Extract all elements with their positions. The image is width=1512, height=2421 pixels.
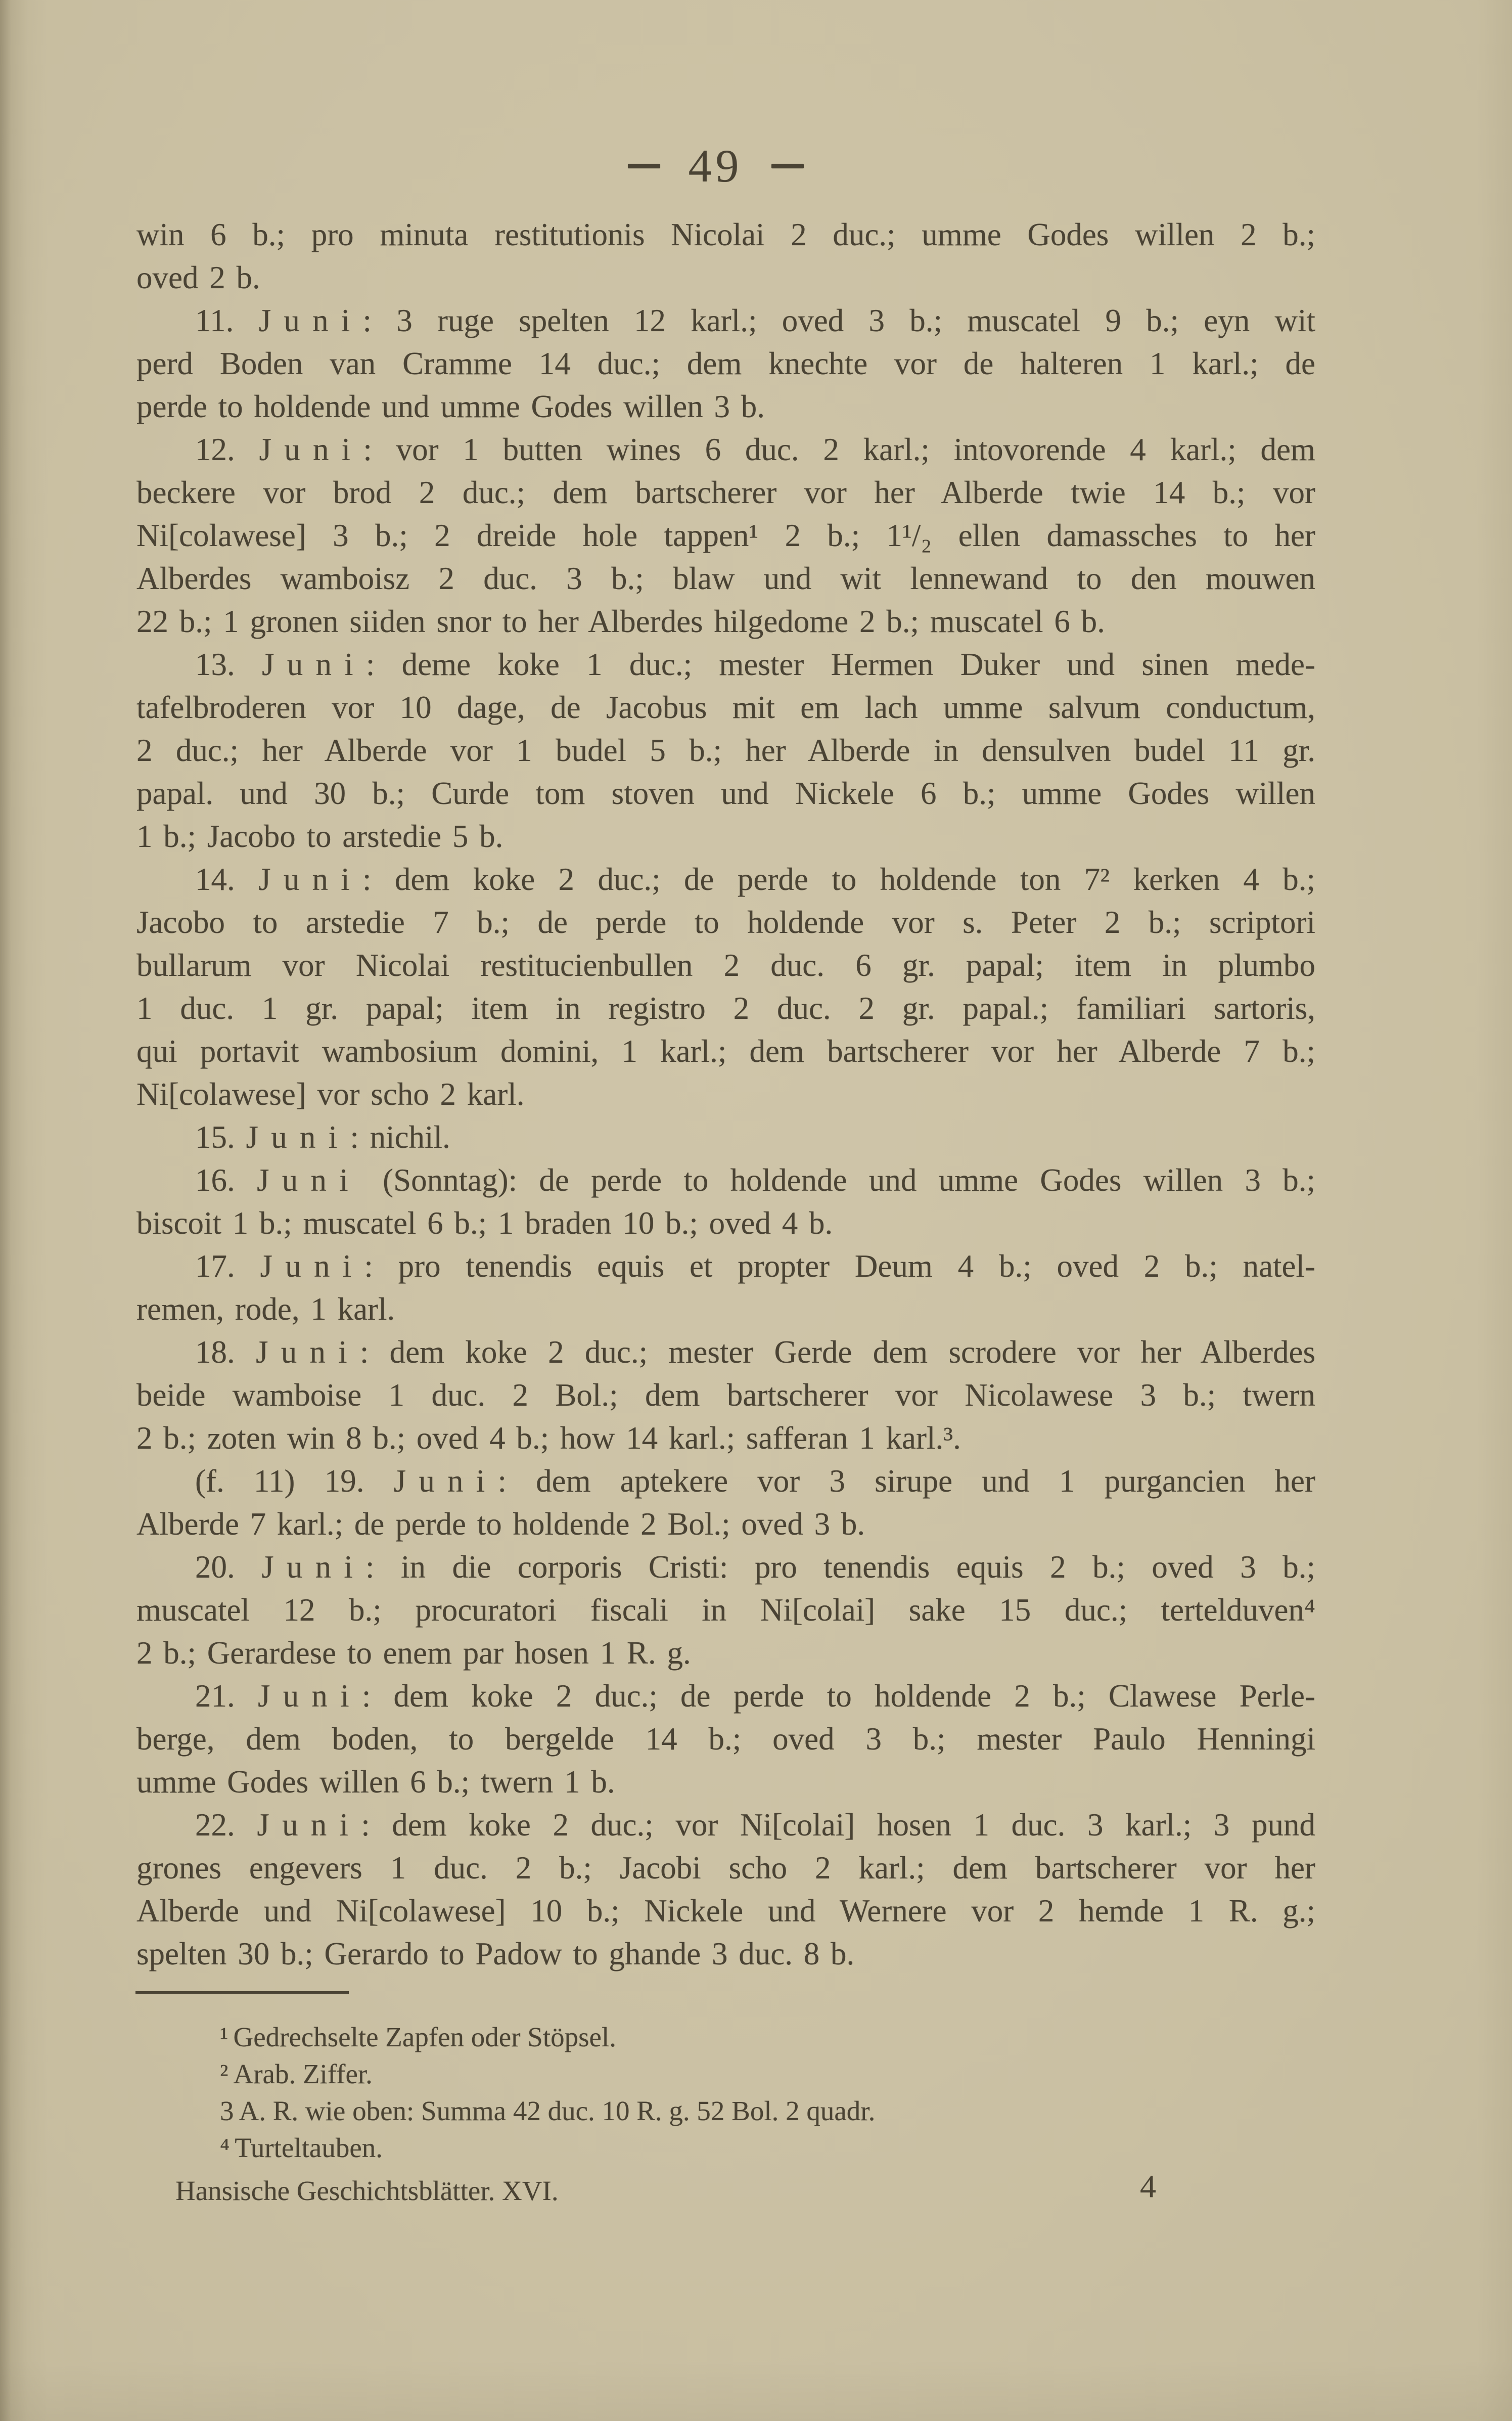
- text-line: Jacobo to arstedie 7 b.; de perde to holdende vor s. Peter 2 b.; scriptori: [136, 905, 1315, 940]
- text-line: perde to holdende und umme Godes willen 3 b.: [136, 389, 765, 424]
- text-line: umme Godes willen 6 b.; twern 1 b.: [136, 1764, 615, 1800]
- text-line: 22 b.; 1 gronen siiden snor to her Alberdes hilgedome 2 b.; muscatel 6 b.: [136, 604, 1105, 639]
- footnote-marker: ⁴: [220, 2132, 230, 2163]
- month-word: Juni: [393, 1463, 498, 1499]
- month-word: Juni: [262, 647, 366, 682]
- month-word: Juni: [259, 432, 363, 467]
- text-line: tafelbroderen vor 10 dage, de Jacobus mit em lach umme salvum conductum,: [136, 690, 1315, 725]
- text-line: grones engevers 1 duc. 2 b.; Jacobi scho 2 karl.; dem bartscherer vor her: [136, 1850, 1315, 1886]
- text-line: qui portavit wambosium domini, 1 karl.; dem bartscherer vor her Alberde 7 b.;: [136, 1034, 1315, 1069]
- text-line: win 6 b.; pro minuta restitutionis Nicolai 2 duc.; umme Godes willen 2 b.;: [136, 217, 1315, 252]
- text-line: 18. Juni: dem koke 2 duc.; mester Gerde dem scrodere vor her Alberdes: [195, 1334, 1315, 1370]
- journal-title: Hansische Geschichtsblätter. XVI.: [175, 2175, 559, 2206]
- text-line: (f. 11) 19. Juni: dem aptekere vor 3 sirupe und 1 purgancien her: [195, 1463, 1315, 1499]
- text-line: perd Boden van Cramme 14 duc.; dem knechte vor de halteren 1 karl.; de: [136, 346, 1315, 381]
- footnote-marker: 3: [220, 2095, 234, 2126]
- text-line: beide wamboise 1 duc. 2 Bol.; dem bartscherer vor Nicolawese 3 b.; twern: [136, 1377, 1315, 1413]
- header-dash-right-icon: [771, 164, 804, 168]
- text-line: 15. Juni: nichil.: [195, 1119, 450, 1155]
- text-line: 13. Juni: deme koke 1 duc.; mester Hermen Duker und sinen mede-: [195, 647, 1316, 682]
- text-line: bullarum vor Nicolai restitucienbullen 2 duc. 6 gr. papal; item in plumbo: [136, 948, 1315, 983]
- text-line: 20. Juni: in die corporis Cristi: pro tenendis equis 2 b.; oved 3 b.;: [195, 1549, 1315, 1585]
- footnote-line: ⁴ Turteltauben.: [220, 2132, 383, 2163]
- text-line: 2 b.; zoten win 8 b.; oved 4 b.; how 14 karl.; safferan 1 karl.³.: [136, 1420, 961, 1456]
- footnote-line: 3 A. R. wie oben: Summa 42 duc. 10 R. g. 52 Bol. 2 quadr.: [220, 2095, 876, 2126]
- text-line: Alberdes wamboisz 2 duc. 3 b.; blaw und wit lennewand to den mouwen: [136, 561, 1315, 596]
- text-line: remen, rode, 1 karl.: [136, 1291, 395, 1327]
- footnote-line: ² Arab. Ziffer.: [220, 2058, 373, 2089]
- footnote-marker: ¹: [220, 2022, 228, 2052]
- text-line: Alberde und Ni[colawese] 10 b.; Nickele und Wernere vor 2 hemde 1 R. g.;: [136, 1893, 1315, 1929]
- month-word: Juni: [246, 1119, 350, 1155]
- header-dash-left-icon: [628, 164, 660, 168]
- text-line: papal. und 30 b.; Curde tom stoven und Nickele 6 b.; umme Godes willen: [136, 776, 1315, 811]
- footnote-separator: [135, 1991, 349, 1994]
- month-word: Juni: [261, 1549, 366, 1585]
- text-line: beckere vor brod 2 duc.; dem bartscherer vor her Alberde twie 14 b.; vor: [136, 475, 1315, 510]
- page-footer: [175, 2174, 1338, 2208]
- text-line: 11. Juni: 3 ruge spelten 12 karl.; oved 3 b.; muscatel 9 b.; eyn wit: [195, 303, 1315, 338]
- text-line: 16. Juni (Sonntag): de perde to holdende und umme Godes willen 3 b.;: [195, 1162, 1316, 1198]
- month-word: Juni: [258, 862, 362, 897]
- text-line: berge, dem boden, to bergelde 14 b.; oved 3 b.; mester Paulo Henningi: [136, 1721, 1315, 1757]
- footnote-marker: ²: [220, 2058, 228, 2089]
- page-header: [0, 140, 1472, 192]
- text-line: Ni[colawese] vor scho 2 karl.: [136, 1077, 525, 1112]
- month-word: Juni: [256, 1334, 360, 1370]
- text-line: muscatel 12 b.; procuratori fiscali in Ni[colai] sake 15 duc.; tertelduven⁴: [136, 1592, 1315, 1628]
- footnote-line: ¹ Gedrechselte Zapfen oder Stöpsel.: [220, 2022, 616, 2052]
- main-text: [136, 213, 1315, 1976]
- text-line: 2 b.; Gerardese to enem par hosen 1 R. g.: [136, 1635, 691, 1671]
- text-line: 12. Juni: vor 1 butten wines 6 duc. 2 karl.; intovorende 4 karl.; dem: [195, 432, 1316, 467]
- month-word: Juni: [257, 1678, 362, 1714]
- sheet-signature: 4: [1140, 2168, 1156, 2204]
- text-line: 1 duc. 1 gr. papal; item in registro 2 duc. 2 gr. papal.; familiari sartoris,: [136, 991, 1315, 1026]
- text-line: 2 duc.; her Alberde vor 1 budel 5 b.; her Alberde in densulven budel 11 gr.: [136, 733, 1315, 768]
- month-word: Juni: [257, 1807, 361, 1843]
- text-line: Ni[colawese] 3 b.; 2 dreide hole tappen¹ 2 b.; 1¹/₂ ellen damassches to her: [136, 518, 1315, 553]
- text-line: spelten 30 b.; Gerardo to Padow to ghande 3 duc. 8 b.: [136, 1936, 855, 1971]
- month-word: Juni: [258, 303, 363, 338]
- text-line: biscoit 1 b.; muscatel 6 b.; 1 braden 10 b.; oved 4 b.: [136, 1205, 833, 1241]
- month-word: Juni: [257, 1162, 361, 1198]
- text-line: 17. Juni: pro tenendis equis et propter Deum 4 b.; oved 2 b.; natel-: [195, 1248, 1315, 1284]
- text-line: Alberde 7 karl.; de perde to holdende 2 Bol.; oved 3 b.: [136, 1506, 865, 1542]
- text-line: oved 2 b.: [136, 260, 260, 295]
- text-line: 14. Juni: dem koke 2 duc.; de perde to holdende ton 7² kerken 4 b.;: [195, 862, 1315, 897]
- text-line: 22. Juni: dem koke 2 duc.; vor Ni[colai] hosen 1 duc. 3 karl.; 3 pund: [195, 1807, 1315, 1843]
- page-number: 49: [688, 140, 743, 192]
- footnotes: [136, 2019, 1315, 2166]
- text-line: 21. Juni: dem koke 2 duc.; de perde to holdende 2 b.; Clawese Perle-: [195, 1678, 1316, 1714]
- text-line: 1 b.; Jacobo to arstedie 5 b.: [136, 819, 503, 854]
- month-word: Juni: [260, 1248, 364, 1284]
